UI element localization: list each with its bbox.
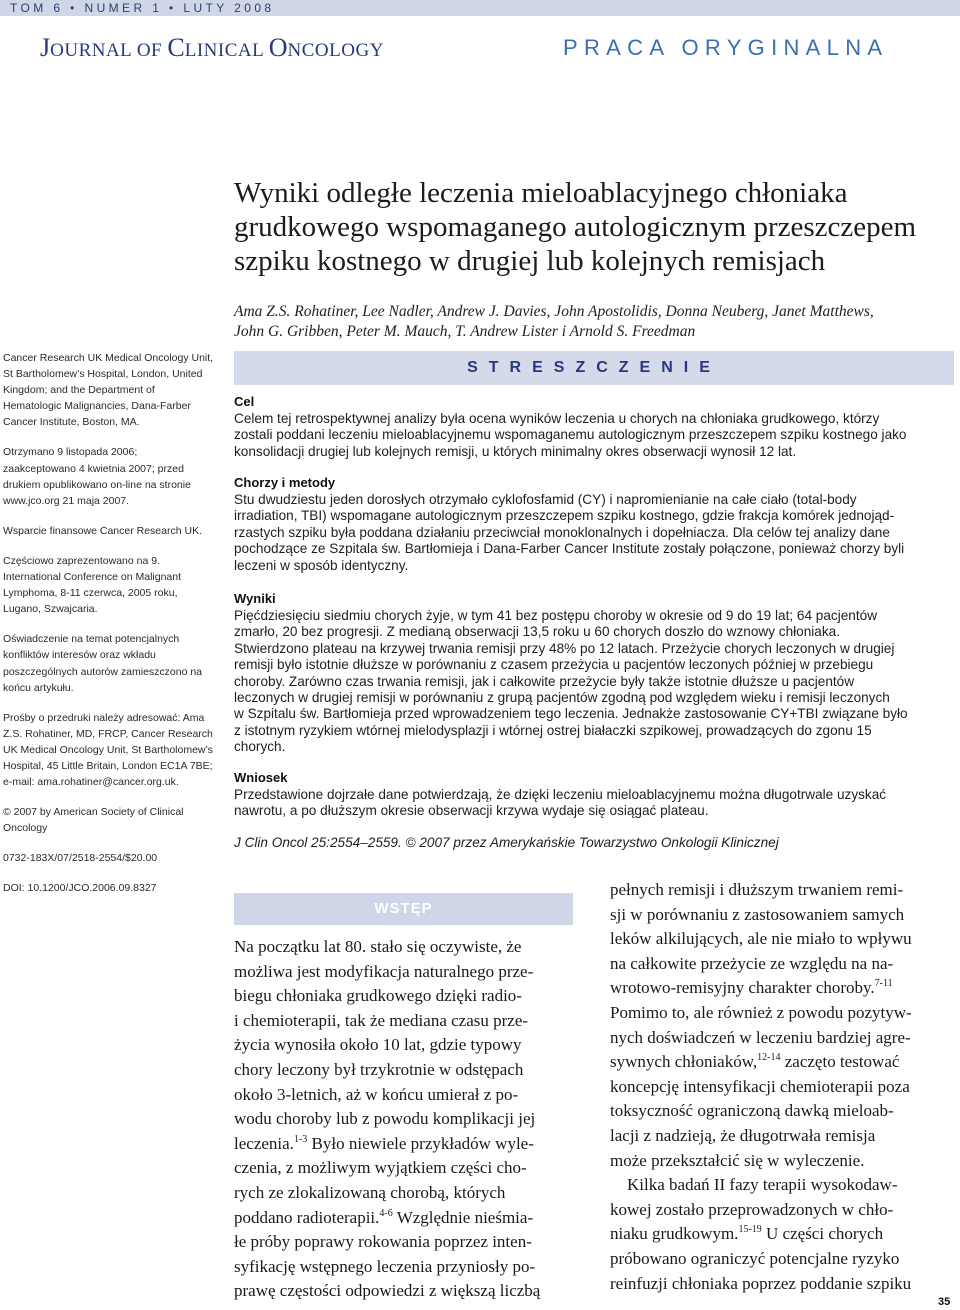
received-dates [3,444,218,508]
text-line: nawrotu, a po dłuższym okresie obserwacji krzywa wydaje się osiągać plateau. [234,803,709,819]
intro-column-2 [610,878,955,1296]
body-text: rych ze zlokalizowaną chorobą, których [234,1182,506,1202]
body-text: reinfuzji chłoniaka poprzez poddanie szpiku [610,1273,912,1293]
text-line: Z.S. Rohatiner, MD, FRCP, Cancer Research [3,727,213,740]
body-line [610,1173,955,1198]
body-text: U części chorych [761,1224,884,1244]
funding-note [3,523,218,539]
text-line: leczonych w drugiej remisji w porównaniu z grupą pacjentów zgodną pod względem wieku i remisji leczonych [234,690,890,706]
text-line: pochodzące ze Szpitala św. Bartłomieja i Dana-Farber Cancer Institute zostały połączone, ponieważ chorzy byli [234,541,905,557]
text-line: zostali poddani leczeniu mieloablacyjnemu wspomaganemu autologicznym przeszczepem szpiku kostnego jako [234,427,907,443]
text-line: Lymphoma, 8-11 czerwca, 2005 roku, [3,587,178,600]
text-line: Stu dwudziestu jeden dorosłych otrzymało cyklofosfamid (CY) i napromienianie na całe ciało (total-body [234,492,857,507]
body-text: pełnych remisji i dłuższym trwaniem remi- [610,880,904,899]
body-line [234,1156,584,1181]
text-line: z istotnym ryzykiem wtórnej mielodysplazji i wtórnej ostrej białaczki szpikowej, prowadzących do zgonu 15 [234,722,872,738]
body-line [234,1132,584,1157]
reference-superscript: 1-3 [293,1133,308,1145]
text-line: remisji było istotnie dłuższe w porównaniu z czasem przeżycia u pacjentów leczonych później w przebiegu [234,657,874,673]
body-text: Kilka badań II fazy terapii wysokodaw- [610,1175,898,1195]
text-line: © 2007 by American Society of Clinical [3,806,184,819]
article-title [234,176,954,278]
text-line: Częściowo zaprezentowano na 9. [3,554,161,567]
body-text: wrotowo-remisyjny charakter choroby. [610,978,875,998]
text-line: e-mail: ama.rohatiner@cancer.org.uk. [3,776,179,789]
body-line [610,952,955,977]
body-line [610,878,955,903]
body-line [610,1075,955,1100]
abstract-methods [234,475,960,574]
text-line: Pięćdziesięciu siedmiu chorych żyje, w tym 41 bez postępu choroby w okresie od 9 do 19 lat; 64 pacjentów [234,608,878,623]
text-line: Stwierdzono plateau na krzywej trwania remisji przy 48% po 12 latach. Przeżycie chorych leczonych w drugiej [234,640,895,656]
text-line: konfliktów interesów oraz wkładu [3,649,156,662]
text-line: w Szpitalu św. Bartłomieja przed wprowadzeniem tego leczenia. Jednakże zastosowanie CY+TBI związane było [234,706,908,722]
text-line: zmarło, 20 bez progresji. Z medianą obserwacji 13,5 roku u 60 chorych doszło do wznowy chłoniaka. [234,624,840,640]
body-line [234,1255,584,1280]
intro-column-1 [234,935,584,1304]
author-list [234,302,954,342]
abstract-aim [234,394,960,460]
body-text: biegu chłoniaka grudkowego dzięki radio- [234,986,522,1006]
title-line: szpiku kostnego w drugiej lub kolejnych remisjach [234,245,826,277]
intro-header [234,893,573,925]
text-line: poszczególnych autorów zamieszczono na [3,665,203,678]
body-text: zaczęto testować [780,1052,900,1072]
body-text: wodu choroby lub z powodu komplikacji jej [234,1109,536,1129]
text-line: International Conference on Malignant [3,571,182,584]
methods-text [234,492,960,574]
abstract-results [234,591,960,756]
text-line: Oncology [3,822,48,835]
body-line [234,1009,584,1034]
journal-title-cap: J [40,33,51,62]
conclusion-heading: Wniosek [234,770,288,785]
issue-line: TOM 6 • NUMER 1 • LUTY 2008 [10,1,275,15]
body-line [234,984,584,1009]
body-text: lacji z nadzieją, że długotrwała remisja [610,1125,876,1145]
body-line [234,1107,584,1132]
text-line: Lugano, Szwajcaria. [3,603,98,616]
body-line [234,1033,584,1058]
citation [234,835,960,851]
body-text: prawę częstości odpowiedzi z większą liczbą [234,1281,541,1301]
body-text: syfikację wstępnego leczenia przyniosły po- [234,1256,536,1276]
citation-line: J Clin Oncol 25:2554–2559. © 2007 przez Amerykańskie Towarzystwo Onkologii Klinicznej [234,835,779,850]
body-text: niaku grudkowym. [610,1224,739,1244]
body-text: leków alkilujących, ale nie miało to wpływu [610,929,912,949]
results-heading: Wyniki [234,591,276,606]
body-text: chory leczony był trzykrotnie w odstępach [234,1059,524,1079]
body-line [610,1198,955,1223]
body-line [234,1230,584,1255]
author-line: Ama Z.S. Rohatiner, Lee Nadler, Andrew J. Davies, John Apostolidis, Donna Neuberg, Janet Matthews, [234,303,874,320]
title-line: Wyniki odległe leczenia mieloablacyjnego chłoniaka [234,177,848,209]
text-line: Oświadczenie na temat potencjalnych [3,633,180,646]
body-line [610,1149,955,1174]
text-line: drukiem opublikowano on-line na stronie [3,478,191,491]
text-line: końcu artykułu. [3,681,74,694]
text-line: Przedstawione dojrzałe dane potwierdzają, że dzięki leczeniu mieloablacyjnemu można długotrwale uzyskać [234,787,887,802]
body-line [610,1222,955,1247]
text-line: Kingdom; and the Department of [3,384,155,397]
intro-heading: WSTĘP [374,900,433,917]
journal-title-cap: O [268,33,288,62]
body-line [610,903,955,928]
text-line: 0732-183X/07/2518-2554/$20.00 [3,852,158,865]
issn [3,850,218,866]
body-line [234,935,584,960]
journal-title-part: OURNAL OF [50,40,168,61]
section-label: PRACA ORYGINALNA [563,35,889,60]
body-text: łe próby poprawy rokowania poprzez inten- [234,1232,532,1252]
body-text: Pomimo to, ale również z powodu pozytyw- [610,1002,912,1022]
abstract-header [234,351,954,385]
sidebar-notes [3,350,218,911]
title-line: grudkowego wspomaganego autologicznym przeszczepem [234,211,917,243]
reference-superscript: 12-14 [757,1052,781,1064]
journal-title [40,33,384,63]
body-line [234,1181,584,1206]
journal-title-cap: C [167,33,185,62]
text-line: zaakceptowano 4 kwietnia 2007; przed [3,462,184,475]
reference-superscript: 7-11 [874,978,893,990]
body-text: nych doświadczeń w leczeniu bardziej agre- [610,1027,911,1047]
text-line: chorych. [234,739,286,755]
body-text: poddano radioterapii. [234,1207,380,1227]
body-line [234,1083,584,1108]
copyright-note [3,804,218,836]
journal-title-part: LINICAL [184,40,269,61]
results-text [234,608,960,756]
body-line [610,976,955,1001]
body-text: kowej zostało przeprowadzonych w chło- [610,1199,894,1219]
reference-superscript: 4-6 [379,1207,393,1219]
body-text: około 3-letnich, aż w końcu umierał z po- [234,1084,519,1104]
text-line: irradiation, TBI) wspomagane autologicznym przeszczepem szpiku kostnego, gdzie frakcja komórek jednojąd- [234,508,895,524]
body-text: czenia, z możliwym wyjątkiem części cho- [234,1158,527,1178]
doi [3,880,218,896]
body-text: i chemioterapii, tak że mediana czasu prze- [234,1010,529,1030]
body-line [610,1001,955,1026]
text-line: leczeni w sposób identyczny. [234,557,409,573]
affiliation [3,350,218,430]
aim-heading: Cel [234,394,255,409]
text-line: St Bartholomew’s Hospital, London, United [3,368,203,381]
text-line: www.jco.org 21 maja 2007. [3,494,130,507]
text-line: DOI: 10.1200/JCO.2006.09.8327 [3,882,157,895]
text-line: rzastych szpiku była poddana działaniu przeciwciał monoklonalnych i dopełniacza. Dla celów tej analizy dane [234,524,890,540]
body-text: życia wynosiła około 10 lat, gdzie typowy [234,1035,522,1055]
body-line [610,1124,955,1149]
body-text: możliwa jest modyfikacja naturalnego prze- [234,961,534,981]
reprints-note [3,710,218,790]
body-text: na całkowite przeżycie ze względu na na- [610,953,894,973]
body-text: toksyczność ograniczoną dawką mieloab- [610,1101,894,1121]
body-line [610,1050,955,1075]
text-line: Prośby o przedruki należy adresować: Ama [3,711,205,724]
body-line [610,927,955,952]
body-text: może przekształcić się w wyleczenie. [610,1150,865,1170]
text-line: Hematologic Malignancies, Dana-Farber [3,400,191,413]
body-line [234,1279,584,1304]
body-line [610,1247,955,1272]
conclusion-text [234,787,960,820]
body-text: sji w porównaniu z zastosowaniem samych [610,904,905,924]
abstract-heading: STRESZCZENIE [467,359,721,376]
text-line: UK Medical Oncology Unit, St Bartholomew’s [3,743,213,756]
disclosure-note [3,631,218,695]
body-line [610,1272,955,1297]
body-text: koncepcję intensyfikacji chemioterapii poza [610,1076,910,1096]
text-line: Cancer Research UK Medical Oncology Unit, [3,352,214,364]
body-line [234,960,584,985]
reference-superscript: 15-19 [738,1224,762,1236]
body-line [234,1206,584,1231]
body-line [610,1026,955,1051]
journal-title-part: NCOLOGY [287,40,384,61]
body-text: Na początku lat 80. stało się oczywiste, że [234,937,522,956]
body-text: leczenia. [234,1133,294,1153]
text-line: choroby. Zarówno czas trwania remisji, jak i całkowite przeżycie były także istotnie dłuższe u pacjentów [234,673,855,689]
body-text: próbowano ograniczyć potencjalne ryzyko [610,1248,900,1268]
text-line: Otrzymano 9 listopada 2006; [3,446,138,459]
body-text: Było niewiele przykładów wyle- [307,1133,534,1153]
text-line: Celem tej retrospektywnej analizy była ocena wyników leczenia u chorych na chłoniaka grudkowego, którzy [234,411,880,426]
methods-heading: Chorzy i metody [234,475,336,490]
body-text: Względnie nieśmia- [392,1207,534,1227]
text-line: Hospital, 45 Little Britain, London EC1A 7BE; [3,759,213,772]
text-line: Cancer Institute, Boston, MA. [3,416,140,429]
presented-note [3,553,218,617]
body-text: sywnych chłoniaków, [610,1052,758,1072]
abstract-conclusion [234,770,960,820]
issue-bar [0,0,960,16]
author-line: John G. Gribben, Peter M. Mauch, T. Andrew Lister i Arnold S. Freedman [234,323,696,340]
text-line: Wsparcie finansowe Cancer Research UK. [3,524,202,537]
page-number: 35 [938,1296,951,1308]
text-line: konsolidacji drugiej lub kolejnych remisji, u których minimalny okres obserwacji wynosił 12 lat. [234,443,797,459]
aim-text [234,411,960,460]
body-line [610,1099,955,1124]
body-line [234,1058,584,1083]
